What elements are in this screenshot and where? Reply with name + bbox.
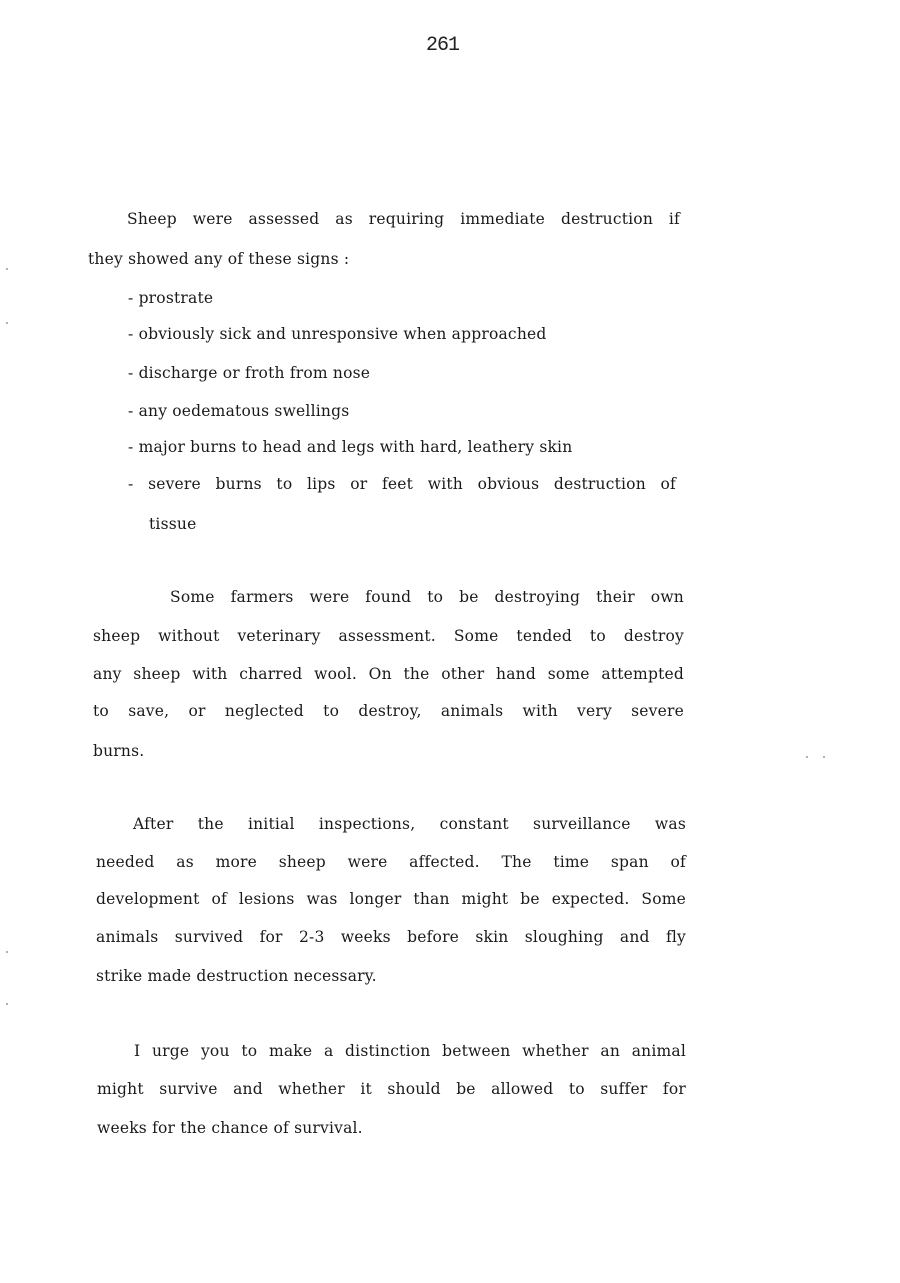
- text-line: After the initial inspections, constant surveillance was: [133, 815, 686, 833]
- list-item-continuation: tissue: [149, 515, 197, 533]
- list-item: - severe burns to lips or feet with obvious destruction of: [128, 475, 676, 493]
- text-line: animals survived for 2-3 weeks before skin sloughing and fly: [96, 928, 686, 946]
- text-line: strike made destruction necessary.: [96, 967, 377, 985]
- text-line: sheep without veterinary assessment. Some tended to destroy: [93, 627, 684, 645]
- text-line: weeks for the chance of survival.: [97, 1119, 363, 1137]
- text-line: any sheep with charred wool. On the other hand some attempted: [93, 665, 684, 683]
- list-item: - discharge or froth from nose: [128, 364, 371, 382]
- page-number: 261: [425, 34, 459, 57]
- text-line: Sheep were assessed as requiring immediate destruction if: [127, 210, 680, 228]
- scan-speck: [6, 322, 8, 324]
- text-line: development of lesions was longer than might be expected. Some: [96, 890, 686, 908]
- text-line: to save, or neglected to destroy, animals with very severe: [93, 702, 684, 720]
- scan-speck: [6, 268, 8, 270]
- text-line: might survive and whether it should be allowed to suffer for: [97, 1080, 686, 1098]
- scan-speck: [6, 1003, 8, 1005]
- text-line: I urge you to make a distinction between whether an animal: [134, 1042, 686, 1060]
- text-line: burns.: [93, 742, 145, 760]
- scan-speck: [823, 756, 825, 758]
- text-line: Some farmers were found to be destroying their own: [170, 588, 684, 606]
- text-line: they showed any of these signs :: [88, 250, 350, 268]
- scan-speck: [6, 951, 8, 953]
- list-item: - obviously sick and unresponsive when approached: [128, 325, 547, 343]
- list-item: - any oedematous swellings: [128, 402, 350, 420]
- list-item: - prostrate: [128, 289, 214, 307]
- scan-speck: [806, 756, 808, 758]
- text-line: needed as more sheep were affected. The time span of: [96, 853, 686, 871]
- list-item: - major burns to head and legs with hard, leathery skin: [128, 438, 573, 456]
